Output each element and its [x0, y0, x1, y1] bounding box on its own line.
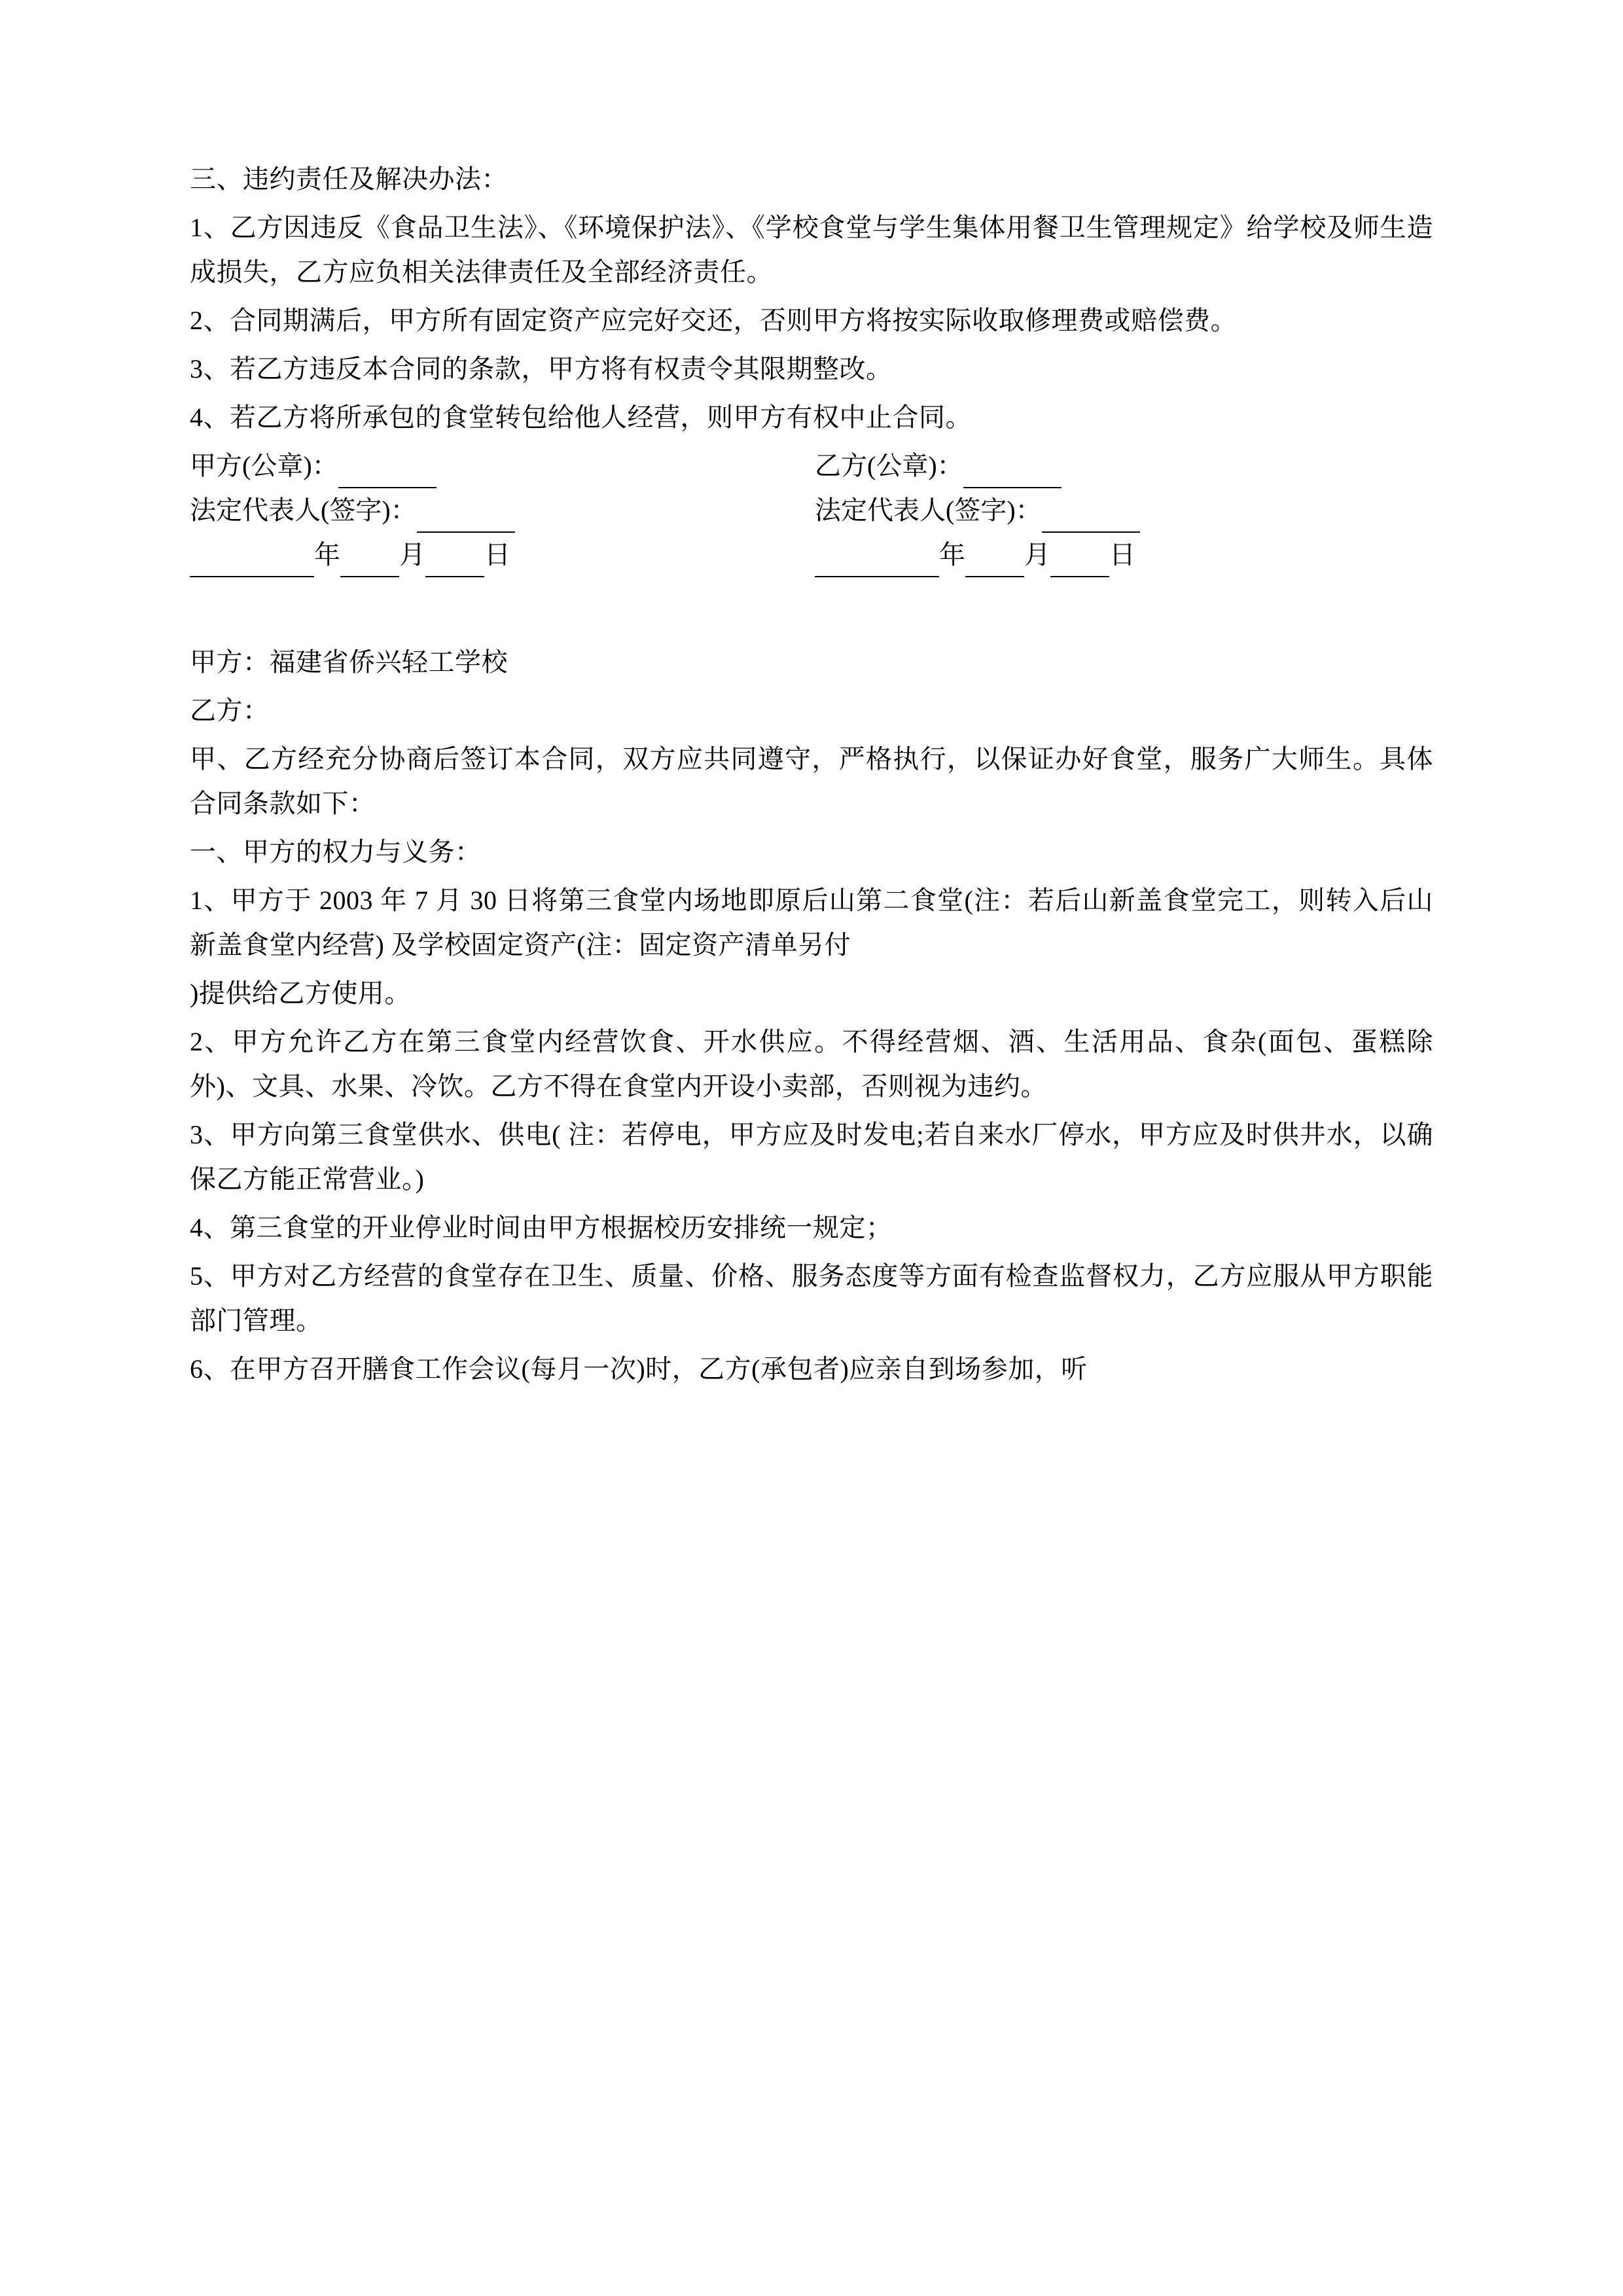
party-b-date-year-blank: [815, 550, 939, 577]
party-a-date-day-blank: [425, 550, 484, 577]
party-a-date-year-blank: [190, 550, 314, 577]
party-a-line: 甲方：福建省侨兴轻工学校: [190, 647, 508, 677]
party-a-date-year-label: 年: [314, 540, 340, 569]
party-b-seal-label: 乙方(公章)：: [815, 451, 963, 480]
section-one-item-1-cont: )提供给乙方使用。: [190, 978, 411, 1008]
party-b-date-day-blank: [1050, 550, 1109, 577]
signature-rep-row: [190, 488, 1433, 533]
party-a-rep: [190, 488, 808, 533]
section-one-item-4: 4、第三食堂的开业停业时间由甲方根据校历安排统一规定；: [190, 1213, 893, 1242]
section-one-item-6: 6、在甲方召开膳食工作会议(每月一次)时，乙方(承包者)应亲自到场参加，听: [190, 1354, 1088, 1384]
party-b-rep-label: 法定代表人(签字)：: [815, 495, 1042, 525]
signature-seal-row: [190, 444, 1433, 488]
party-a-rep-blank: [417, 505, 515, 533]
party-a-date-month-label: 月: [399, 540, 425, 569]
section-one-item-3: 3、甲方向第三食堂供水、供电( 注：若停电，甲方应及时发电;若自来水厂停水，甲方应及时供井水，以确保乙方能正常营业。): [190, 1120, 1433, 1194]
section-one-item-2: 2、甲方允许乙方在第三食堂内经营饮食、开水供应。不得经营烟、酒、生活用品、食杂(面包、蛋糕除外)、文具、水果、冷饮。乙方不得在食堂内开设小卖部，否则视为违约。: [190, 1027, 1433, 1101]
section-one-heading: 一、甲方的权力与义务：: [190, 837, 482, 867]
party-b-date: [808, 533, 1433, 577]
signature-date-row: [190, 533, 1433, 577]
document-body: [190, 157, 1433, 1391]
section-spacer: [190, 577, 1433, 640]
section-three-item-3: 3、若乙方违反本合同的条款，甲方将有权责令其限期整改。: [190, 354, 893, 384]
section-one-item-5: 5、甲方对乙方经营的食堂存在卫生、质量、价格、服务态度等方面有检查监督权力，乙方应服从甲方职能部门管理。: [190, 1261, 1433, 1335]
party-b-date-month-label: 月: [1024, 540, 1050, 569]
section-three-item-4: 4、若乙方将所承包的食堂转包给他人经营，则甲方有权中止合同。: [190, 403, 972, 432]
party-b-rep-blank: [1042, 505, 1140, 533]
preamble: 甲、乙方经充分协商后签订本合同，双方应共同遵守，严格执行，以保证办好食堂，服务广大师生。具体合同条款如下：: [190, 744, 1433, 818]
party-b-seal-blank: [963, 461, 1061, 488]
section-three-item-1: 1、乙方因违反《食品卫生法》、《环境保护法》、《学校食堂与学生集体用餐卫生管理规定》给学校及师生造成损失，乙方应负相关法律责任及全部经济责任。: [190, 213, 1433, 287]
party-b-seal: [808, 444, 1433, 488]
party-b-rep: [808, 488, 1433, 533]
party-b-date-day-label: 日: [1109, 540, 1135, 569]
party-a-date-month-blank: [340, 550, 399, 577]
section-three-heading: 三、违约责任及解决办法：: [190, 164, 508, 194]
section-three-item-2: 2、合同期满后，甲方所有固定资产应完好交还，否则甲方将按实际收取修理费或赔偿费。: [190, 306, 1237, 335]
party-a-seal: [190, 444, 808, 488]
party-a-date-day-label: 日: [484, 540, 510, 569]
party-a-seal-blank: [338, 461, 437, 488]
party-a-date: [190, 533, 808, 577]
party-b-date-month-blank: [965, 550, 1024, 577]
party-a-rep-label: 法定代表人(签字)：: [190, 495, 417, 525]
party-a-seal-label: 甲方(公章)：: [190, 451, 338, 480]
section-one-item-1: 1、甲方于 2003 年 7 月 30 日将第三食堂内场地即原后山第二食堂(注：若后山新盖食堂完工，则转入后山新盖食堂内经营) 及学校固定资产(注：固定资产清单另付: [190, 886, 1433, 960]
party-b-line: 乙方：: [190, 696, 270, 725]
party-b-date-year-label: 年: [939, 540, 965, 569]
